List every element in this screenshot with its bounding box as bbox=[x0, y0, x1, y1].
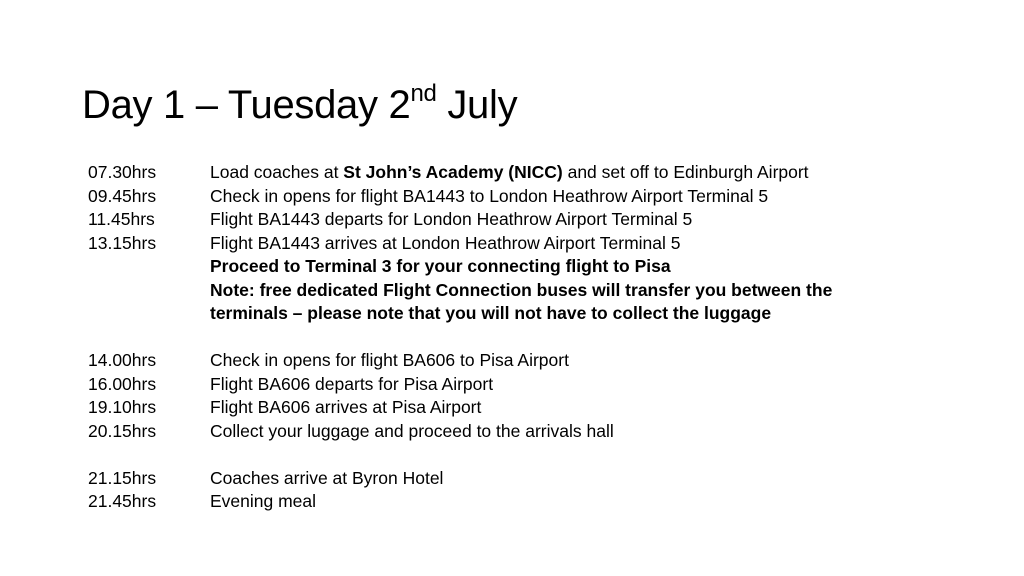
itinerary-schedule bbox=[88, 161, 988, 514]
schedule-description: Coaches arrive at Byron Hotel bbox=[210, 467, 444, 488]
page-title bbox=[82, 79, 518, 127]
schedule-row bbox=[88, 185, 988, 209]
schedule-note-row bbox=[88, 255, 988, 279]
schedule-row bbox=[88, 232, 988, 256]
title-month: July bbox=[436, 82, 518, 127]
schedule-description: Check in opens for flight BA606 to Pisa Airport bbox=[210, 350, 569, 370]
schedule-description: Load coaches at St John’s Academy (NICC) and set off to Edinburgh Airport bbox=[210, 162, 809, 182]
schedule-time: 20.15hrs bbox=[88, 420, 157, 441]
schedule-time bbox=[88, 279, 210, 303]
schedule-time bbox=[88, 302, 210, 326]
schedule-description: Check in opens for flight BA1443 to London Heathrow Airport Terminal 5 bbox=[210, 185, 769, 206]
schedule-time: 09.45hrs bbox=[88, 185, 157, 206]
schedule-time: 13.15hrs bbox=[88, 232, 157, 253]
schedule-description: Flight BA606 arrives at Pisa Airport bbox=[210, 397, 482, 417]
schedule-row bbox=[88, 420, 988, 444]
schedule-description: Flight BA1443 arrives at London Heathrow Airport Terminal 5 bbox=[210, 232, 681, 253]
schedule-row bbox=[88, 349, 988, 373]
schedule-row bbox=[88, 161, 988, 185]
schedule-row bbox=[88, 490, 988, 514]
schedule-note-row bbox=[88, 279, 988, 303]
schedule-time: 07.30hrs bbox=[88, 162, 157, 182]
schedule-time: 14.00hrs bbox=[88, 350, 157, 370]
schedule-note: terminals – please note that you will not have to collect the luggage bbox=[210, 303, 772, 323]
schedule-description: Collect your luggage and proceed to the arrivals hall bbox=[210, 420, 614, 441]
schedule-note: Note: free dedicated Flight Connection buses will transfer you between the bbox=[210, 279, 833, 300]
schedule-time: 16.00hrs bbox=[88, 373, 157, 394]
academy-name: St John’s Academy (NICC) bbox=[343, 162, 563, 182]
schedule-row bbox=[88, 373, 988, 397]
schedule-description: Evening meal bbox=[210, 491, 317, 511]
title-ordinal-suffix: nd bbox=[410, 79, 437, 107]
schedule-time: 19.10hrs bbox=[88, 397, 157, 417]
title-main: Day 1 – Tuesday 2 bbox=[82, 82, 411, 127]
schedule-description: Flight BA1443 departs for London Heathrow Airport Terminal 5 bbox=[210, 209, 693, 229]
schedule-row bbox=[88, 396, 988, 420]
schedule-description: Flight BA606 departs for Pisa Airport bbox=[210, 373, 494, 394]
schedule-note-row bbox=[88, 302, 988, 326]
schedule-row bbox=[88, 467, 988, 491]
schedule-row bbox=[88, 208, 988, 232]
schedule-time: 11.45hrs bbox=[88, 209, 155, 229]
schedule-time bbox=[88, 255, 210, 279]
schedule-time: 21.45hrs bbox=[88, 491, 157, 511]
schedule-note: Proceed to Terminal 3 for your connecting flight to Pisa bbox=[210, 256, 671, 276]
schedule-time: 21.15hrs bbox=[88, 467, 157, 488]
